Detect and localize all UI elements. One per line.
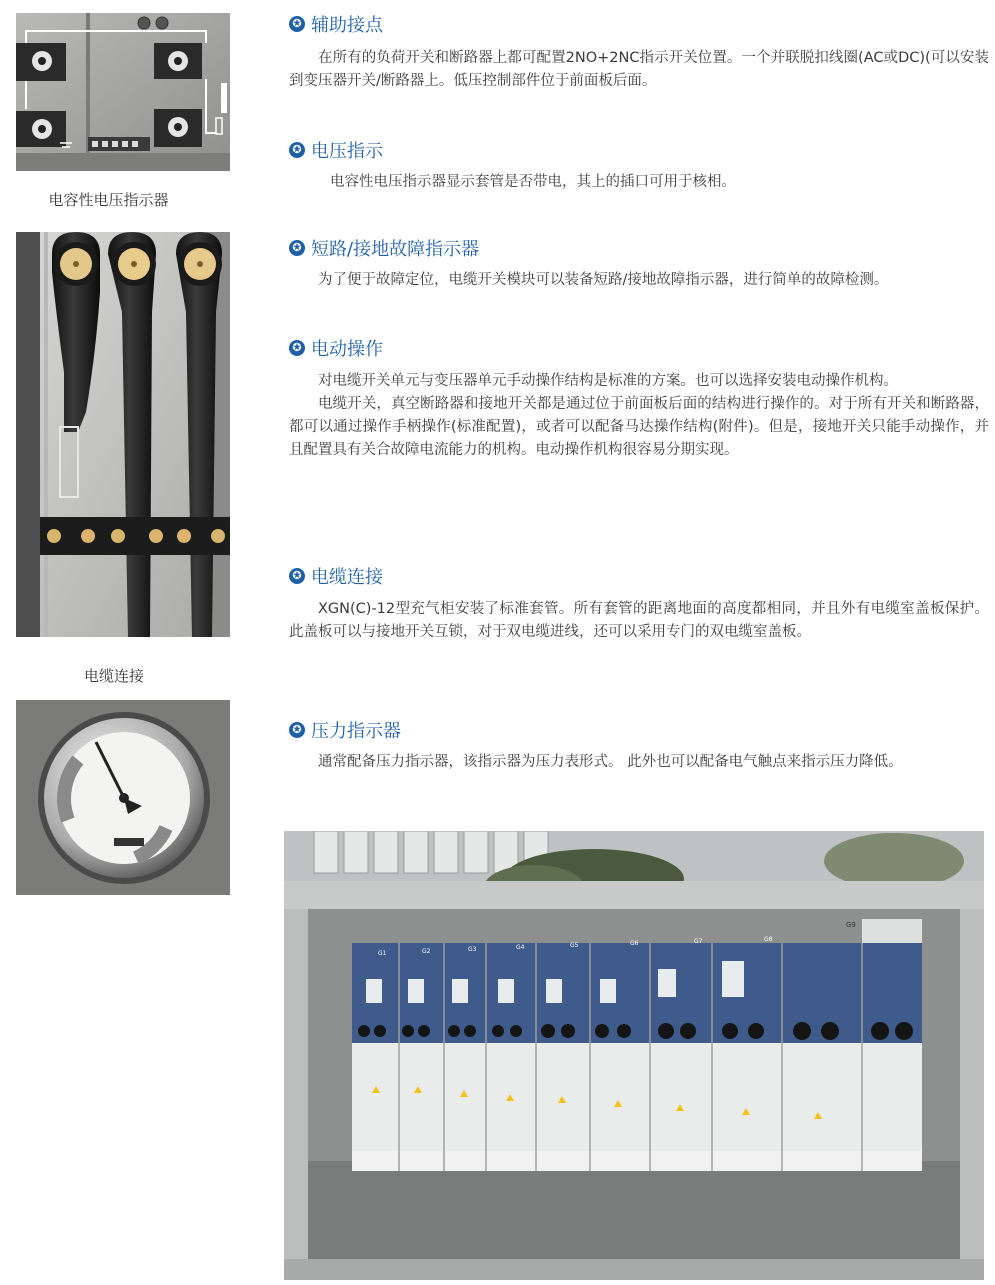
heading-text: 压力指示器 [311,721,401,742]
section-heading [289,718,989,742]
cabinet-label: G2 [422,948,431,955]
section-auxiliary-contacts [289,12,989,93]
photo-cable-connection [16,232,230,637]
section-heading [289,564,989,588]
paragraph: 电容性电压指示器显示套管是否带电，其上的插口可用于核相。 [330,174,736,190]
heading-text: 电动操作 [311,339,383,360]
voltage-indicator-illustration [16,13,230,171]
star-icon: ✪ [289,722,305,738]
paragraph: 通常配备压力指示器，该指示器为压力表形式。 此外也可以配备电气触点来指示压力降低。 [318,754,903,770]
cabinet-label: G8 [764,936,773,943]
paragraph: XGN(C)-12型充气柜安装了标准套管。所有套管的距离地面的高度都相同，并且外有电缆室盖板保护。此盖板可以与接地开关互锁，对于双电缆进线，还可以采用专门的双电缆室盖板。 [289,601,989,640]
paragraph: 电缆开关，真空断路器和接地开关都是通过位于前面板后面的结构进行操作的。对于所有开关和断路器，都可以通过操作手柄操作(标准配置)，或者可以配备马达操作结构(附件)。但是，接地开关只能手动操作，并且配置具有关合故障电流能力的机构。电动操作机构很容易分期实现。 [289,396,989,458]
section-voltage-indication [289,138,989,194]
cabinet-label: G1 [378,950,387,957]
paragraph: 对电缆开关单元与变压器单元手动操作结构是标准的方案。也可以选择安装电动操作机构。 [318,373,898,389]
pressure-gauge-illustration [16,700,230,895]
section-heading [289,236,989,260]
cabinet-label: G5 [570,942,579,949]
star-icon: ✪ [289,240,305,256]
section-motor-operation [289,336,989,462]
cabinet-label: G4 [516,944,525,951]
heading-text: 电压指示 [311,141,383,162]
heading-text: 短路/接地故障指示器 [311,239,480,260]
section-fault-indicator [289,236,989,292]
heading-text: 电缆连接 [311,567,383,588]
cabinet-label: G7 [694,938,703,945]
paragraph: 在所有的负荷开关和断路器上都可配置2NO+2NC指示开关位置。一个并联脱扣线圈(AC或DC)(可以安装到变压器开关/断路器上。低压控制部件位于前面板后面。 [289,50,989,89]
switchgear-illustration [284,831,984,1280]
section-cable-connection [289,564,989,644]
caption-voltage-indicator: 电容性电压指示器 [48,191,169,209]
section-pressure-indicator [289,718,989,774]
cable-connection-illustration [16,232,230,637]
star-icon: ✪ [289,340,305,356]
section-heading [289,138,989,162]
cabinet-label: G3 [468,946,477,953]
paragraph: 为了便于故障定位，电缆开关模块可以装备短路/接地故障指示器，进行简单的故障检测。 [318,272,889,288]
cabinet-label: G6 [630,940,639,947]
caption-cable-connection: 电缆连接 [83,667,144,685]
star-icon: ✪ [289,142,305,158]
star-icon: ✪ [289,16,305,32]
cabinet-label: G9 [846,921,856,929]
section-heading [289,12,989,36]
section-heading [289,336,989,360]
photo-pressure-gauge [16,700,230,895]
photo-switchgear-cabinet [284,831,984,1280]
photo-voltage-indicator [16,13,230,171]
heading-text: 辅助接点 [311,15,383,36]
star-icon: ✪ [289,568,305,584]
